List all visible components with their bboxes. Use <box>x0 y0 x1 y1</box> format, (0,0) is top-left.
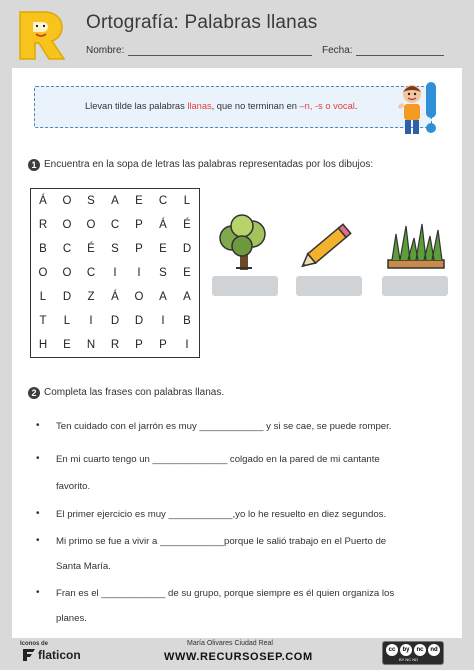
rule-text-part: . <box>354 101 358 111</box>
answer-box-grass[interactable] <box>382 276 448 296</box>
grid-cell[interactable]: A <box>111 195 119 207</box>
letter-r-mascot-icon <box>14 8 66 62</box>
grid-cell[interactable]: O <box>62 219 72 231</box>
sentence-line[interactable]: Ten cuidado con el jarrón es muy ____________ y si se cae, se puede romper. <box>56 421 392 432</box>
grid-cell[interactable]: C <box>110 219 120 231</box>
grid-cell[interactable]: D <box>134 315 144 327</box>
answer-box-pencil[interactable] <box>296 276 362 296</box>
grid-cell[interactable]: Á <box>39 195 47 207</box>
rule-text-part: Llevan tilde las palabras <box>85 101 188 111</box>
grid-cell[interactable]: O <box>86 219 96 231</box>
author-credit: María Olivares Ciudad Real <box>187 640 273 647</box>
grid-cell[interactable]: Á <box>111 291 119 303</box>
grid-cell[interactable]: É <box>87 243 95 255</box>
nd-icon: nd <box>428 644 440 656</box>
grid-cell[interactable]: A <box>159 291 167 303</box>
grid-cell[interactable]: L <box>39 291 47 303</box>
nc-icon: nc <box>414 644 426 656</box>
grid-cell[interactable]: E <box>183 267 191 279</box>
grid-cell[interactable]: E <box>63 339 71 351</box>
sentence-line[interactable]: El primer ejercicio es muy ____________,yo lo he resuelto en diez segundos. <box>56 509 387 520</box>
grid-cell[interactable]: I <box>113 267 117 279</box>
pencil-icon <box>298 212 362 274</box>
grid-cell[interactable]: A <box>183 291 191 303</box>
grid-cell[interactable]: O <box>62 267 72 279</box>
grid-cell[interactable]: B <box>39 243 47 255</box>
grid-cell[interactable]: S <box>159 267 167 279</box>
grid-cell[interactable]: D <box>182 243 192 255</box>
grid-cell[interactable]: O <box>62 195 72 207</box>
answer-box-tree[interactable] <box>212 276 278 296</box>
grid-cell[interactable]: P <box>135 219 143 231</box>
grid-cell[interactable]: S <box>111 243 119 255</box>
grid-cell[interactable]: C <box>62 243 72 255</box>
page-title: Ortografía: Palabras llanas <box>86 12 318 33</box>
grid-cell[interactable]: L <box>63 315 71 327</box>
word-search-grid[interactable] <box>30 188 200 358</box>
boy-exclamation-icon <box>396 80 440 142</box>
grass-icon <box>384 212 448 274</box>
date-blank-line[interactable] <box>356 55 444 56</box>
grid-cell[interactable]: S <box>87 195 95 207</box>
flaticon-logo-icon <box>22 648 36 662</box>
grid-cell[interactable]: C <box>158 195 168 207</box>
sentence-line[interactable]: En mi cuarto tengo un ______________ colgado en la pared de mi cantante <box>56 454 380 465</box>
sentence-line: Santa María. <box>56 561 111 572</box>
rule-text <box>85 101 357 111</box>
icons-credit-label: Iconos de <box>20 641 49 647</box>
grid-cell[interactable]: B <box>183 315 191 327</box>
grid-cell[interactable]: P <box>159 339 167 351</box>
grid-cell[interactable]: I <box>89 315 93 327</box>
section-2-instruction: Completa las frases con palabras llanas. <box>44 387 225 398</box>
grid-cell[interactable]: R <box>110 339 120 351</box>
rule-text-part: , que no terminan en <box>211 101 300 111</box>
grid-cell[interactable]: P <box>135 243 143 255</box>
grid-cell[interactable]: D <box>110 315 120 327</box>
section-2-number: 2 <box>28 387 40 399</box>
grid-cell[interactable]: I <box>137 267 141 279</box>
flaticon-brand: flaticon <box>38 648 81 662</box>
grid-cell[interactable]: N <box>86 339 96 351</box>
bullet: • <box>36 535 40 546</box>
grid-cell[interactable]: I <box>185 339 189 351</box>
section-1-instruction: Encuentra en la sopa de letras las palabras representadas por los dibujos: <box>44 159 374 170</box>
sentence-line: favorito. <box>56 481 91 492</box>
rule-box <box>34 86 432 128</box>
sentence-line: planes. <box>56 613 87 624</box>
creative-commons-badge <box>382 641 444 665</box>
grid-cell[interactable]: H <box>38 339 48 351</box>
bullet: • <box>36 453 40 464</box>
name-label: Nombre: <box>86 45 125 56</box>
grid-cell[interactable]: E <box>159 243 167 255</box>
bullet: • <box>36 587 40 598</box>
grid-cell[interactable]: L <box>183 195 191 207</box>
bullet: • <box>36 420 40 431</box>
grid-cell[interactable]: O <box>38 267 48 279</box>
grid-cell[interactable]: I <box>161 315 165 327</box>
name-blank-line[interactable] <box>128 55 312 56</box>
section-1-number: 1 <box>28 159 40 171</box>
grid-cell[interactable]: T <box>39 315 47 327</box>
tree-icon <box>212 212 276 274</box>
sentence-line[interactable]: Fran es el ____________ de su grupo, porque siempre es él quien organiza los <box>56 588 395 599</box>
rule-highlight-endings: –n, -s o vocal <box>299 101 355 111</box>
grid-cell[interactable]: C <box>86 267 96 279</box>
sentence-line[interactable]: Mi primo se fue a vivir a ____________porque le salió trabajo en el Puerto de <box>56 536 387 547</box>
grid-cell[interactable]: P <box>135 339 143 351</box>
cc-labels: BY NC ND <box>399 657 419 662</box>
date-label: Fecha: <box>322 45 353 56</box>
grid-cell[interactable]: É <box>183 219 191 231</box>
rule-highlight-llanas: llanas <box>187 101 212 111</box>
grid-cell[interactable]: Á <box>159 219 167 231</box>
bullet: • <box>36 508 40 519</box>
by-icon: by <box>400 644 412 656</box>
grid-cell[interactable]: O <box>134 291 144 303</box>
grid-cell[interactable]: D <box>62 291 72 303</box>
grid-cell[interactable]: Z <box>87 291 95 303</box>
cc-icon: cc <box>386 644 398 656</box>
website-link[interactable]: WWW.RECURSOSEP.COM <box>164 651 313 663</box>
grid-cell[interactable]: E <box>135 195 143 207</box>
grid-cell[interactable]: R <box>38 219 48 231</box>
